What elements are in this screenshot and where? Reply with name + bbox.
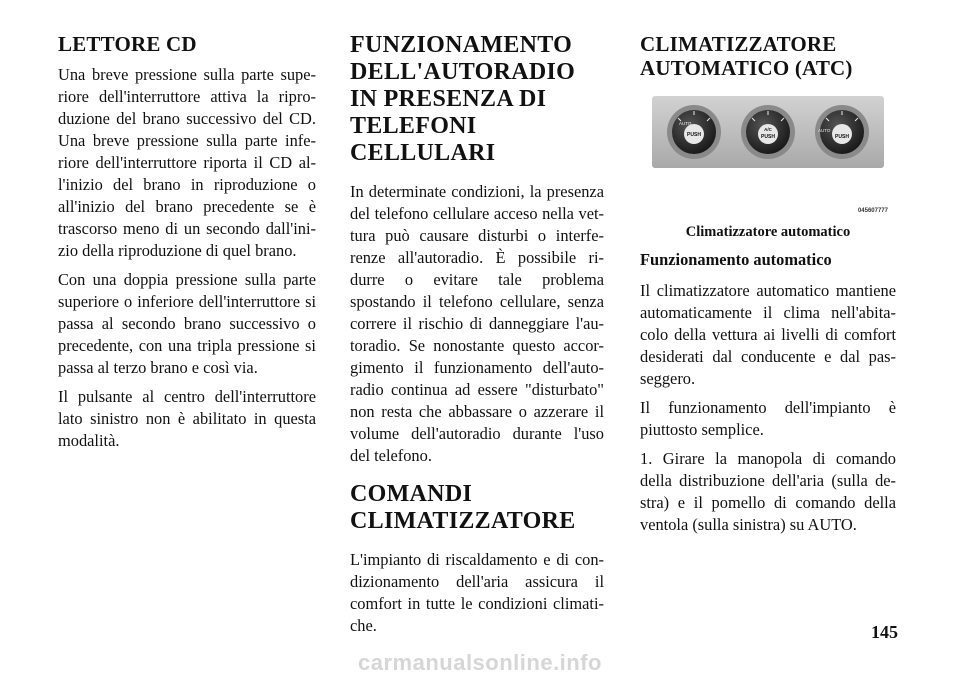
section-title-lettore-cd: LETTORE CD bbox=[58, 32, 197, 56]
paragraph: In determinate condizioni, la presenza del telefono cellulare acceso nella vet- tura può causare disturbi o interfe- renze all'autoradio. È possibile ri- durre o evitare tale problema spostando il telefono cellulare, senza correre il rischio di danneggiare l'au- toradio. Se nonostante questo accor- gimento il funzionamento dell'auto- radio continua ad essere "disturbato" non resta che abbassare o azzerare il volume dell'autoradio durante l'uso del telefono. bbox=[350, 182, 604, 465]
subsection-title-funzionamento-automatico: Funzionamento automatico bbox=[640, 250, 832, 269]
left-column bbox=[58, 32, 316, 459]
figure-code: 045607777 bbox=[857, 208, 888, 214]
section-title-climatizzatore-atc: CLIMATIZZATORE AUTOMATICO (ATC) bbox=[640, 32, 853, 80]
temperature-knob-push-label: PUSH bbox=[761, 134, 775, 140]
mode-knob-auto-label: AUTO bbox=[818, 128, 831, 133]
fan-knob-auto-label: AUTO bbox=[679, 121, 692, 126]
section-title-comandi-climatizzatore: COMANDI CLIMATIZZATORE bbox=[350, 481, 576, 534]
paragraph: Il funzionamento dell'impianto è piuttosto semplice. bbox=[640, 398, 896, 439]
mode-knob-push-label: PUSH bbox=[835, 134, 849, 140]
ac-label: A/C bbox=[764, 127, 772, 132]
figure-caption: Climatizzatore automatico bbox=[685, 224, 851, 240]
paragraph: L'impianto di riscaldamento e di con- dizionamento dell'aria assicura il comfort in tutte le condizioni climati- che. bbox=[350, 550, 604, 635]
paragraph: Il pulsante al centro dell'interruttore lato sinistro non è abilitato in questa modalità. bbox=[58, 387, 316, 450]
paragraph: Una breve pressione sulla parte supe- riore dell'interruttore attiva la ripro- duzione del brano successivo del CD. Una breve pressione sulla parte infe- riore dell'interruttore riporta il CD al- l'inizio del brano in riproduzione o all'inizio del brano precedente se è trascorso meno di un secondo dall'ini- zio della riproduzione di quel brano. bbox=[58, 65, 316, 260]
page-number: 145 bbox=[871, 622, 898, 642]
paragraph: Con una doppia pressione sulla parte superiore o inferiore dell'interruttore si passa al secondo brano successivo o precedente, con una tripla pressione si passa al terzo brano e così via. bbox=[58, 270, 316, 377]
right-column bbox=[640, 32, 896, 543]
climate-control-figure bbox=[640, 92, 896, 224]
climate-panel-illustration bbox=[652, 96, 884, 168]
fan-knob-push-label: PUSH bbox=[687, 132, 701, 138]
middle-column bbox=[350, 32, 604, 644]
watermark: carmanualsonline.info bbox=[358, 650, 602, 675]
paragraph: 1. Girare la manopola di comando della distribuzione dell'aria (sulla de- stra) e il pomello di comando della ventola (sulla sinistra) su AUTO. bbox=[640, 449, 896, 534]
section-title-autoradio-telefoni: FUNZIONAMENTO DELL'AUTORADIO IN PRESENZA DI TELEFONI CELLULARI bbox=[350, 32, 576, 166]
paragraph: Il climatizzatore automatico mantiene automaticamente il clima nell'abita- colo della vettura ai livelli di comfort desiderati dal conducente e dal pas- seggero. bbox=[640, 281, 896, 388]
